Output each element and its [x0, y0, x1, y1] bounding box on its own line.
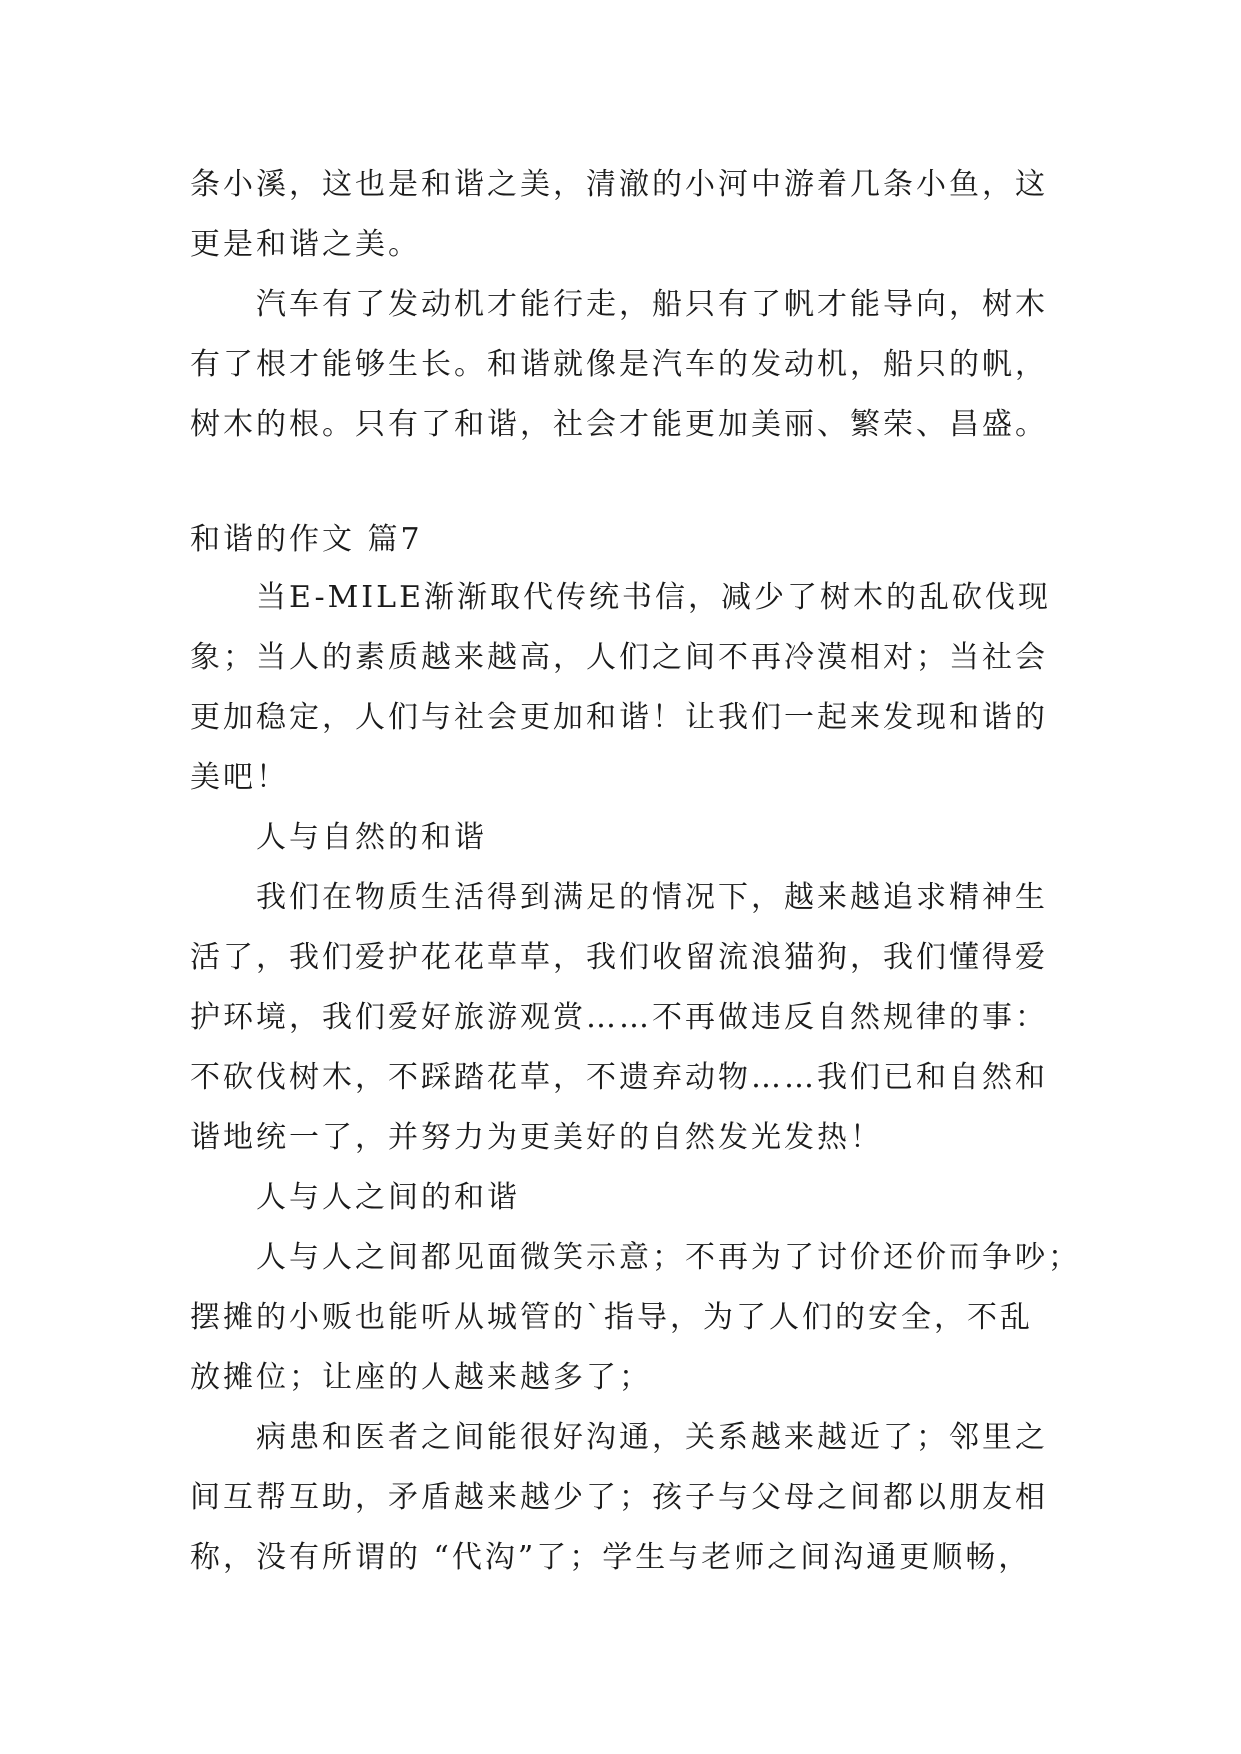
- text-line: 间互帮互助，矛盾越来越少了；孩子与父母之间都以朋友相: [190, 1480, 1048, 1515]
- section-heading: 和谐的作文 篇7: [190, 522, 423, 557]
- subheading: 人与自然的和谐: [256, 820, 487, 855]
- text-line: 美吧！: [190, 760, 289, 795]
- text-line: 活了，我们爱护花花草草，我们收留流浪猫狗，我们懂得爱: [190, 940, 1048, 975]
- subheading: 人与人之间的和谐: [256, 1180, 520, 1215]
- text-line: 当E-MILE渐渐取代传统书信，减少了树木的乱砍伐现: [256, 580, 1051, 615]
- text-line: 树木的根。只有了和谐，社会才能更加美丽、繁荣、昌盛。: [190, 407, 1048, 442]
- text-line: 更加稳定，人们与社会更加和谐！让我们一起来发现和谐的: [190, 700, 1048, 735]
- text-line: 不砍伐树木，不踩踏花草，不遗弃动物……我们已和自然和: [190, 1060, 1048, 1095]
- text-line: 有了根才能够生长。和谐就像是汽车的发动机，船只的帆，: [190, 347, 1048, 382]
- text-line: 称，没有所谓的 “代沟”了；学生与老师之间沟通更顺畅，: [190, 1540, 1032, 1575]
- text-line: 谐地统一了，并努力为更美好的自然发光发热！: [190, 1120, 883, 1155]
- text-line: 护环境，我们爱好旅游观赏……不再做违反自然规律的事：: [190, 1000, 1048, 1035]
- text-line: 我们在物质生活得到满足的情况下，越来越追求精神生: [256, 880, 1048, 915]
- text-line: 汽车有了发动机才能行走，船只有了帆才能导向，树木: [256, 287, 1048, 322]
- text-line: 条小溪，这也是和谐之美，清澈的小河中游着几条小鱼，这: [190, 167, 1048, 202]
- text-line: 摆摊的小贩也能听从城管的`指导，为了人们的安全，不乱: [190, 1300, 1033, 1335]
- text-line: 病患和医者之间能很好沟通，关系越来越近了；邻里之: [256, 1420, 1048, 1455]
- text-line: 更是和谐之美。: [190, 227, 421, 262]
- text-line: 放摊位；让座的人越来越多了；: [190, 1360, 652, 1395]
- text-line: 人与人之间都见面微笑示意；不再为了讨价还价而争吵；: [256, 1240, 1081, 1275]
- text-line: 象；当人的素质越来越高，人们之间不再冷漠相对；当社会: [190, 640, 1048, 675]
